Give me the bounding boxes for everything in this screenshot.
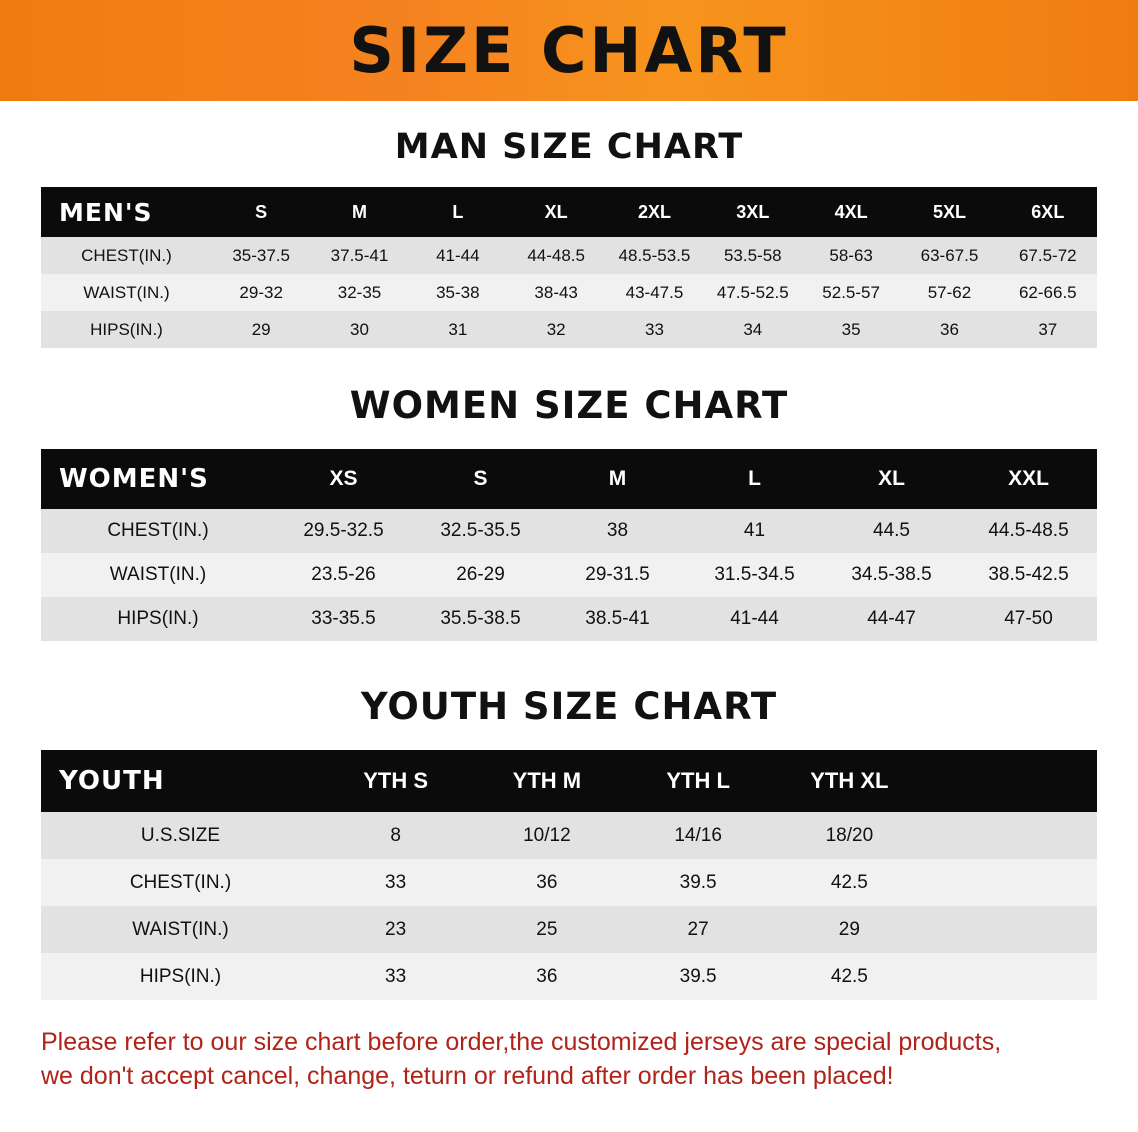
man-row-label-1: WAIST(IN.) [83,282,170,302]
man-cell-2-2: 31 [448,319,468,339]
man-cell-1-2: 35-38 [436,282,480,302]
youth-col-header-3: YTH XL [810,768,889,793]
youth-cell-1-3: 42.5 [830,871,868,893]
women-cell-0-1: 32.5-35.5 [440,520,521,541]
youth-cell-1-0: 33 [385,871,407,893]
man-cell-1-8: 62-66.5 [1018,282,1077,302]
man-col-header-7: 5XL [932,201,966,222]
man-cell-1-0: 29-32 [239,282,283,302]
man-cell-0-6: 58-63 [829,245,873,265]
table-row [41,311,1097,348]
youth-row-label-3: HIPS(IN.) [139,965,222,987]
women-table-body [41,509,1097,641]
youth-col-header-spacer [925,750,1097,812]
man-size-table [41,187,1097,348]
women-cell-2-5: 47-50 [1004,608,1053,629]
man-section-title: MAN SIZE CHART [394,127,744,167]
women-cell-1-3: 31.5-34.5 [714,564,795,585]
youth-cell-2-spacer [925,906,1097,953]
women-col-header-4: XL [878,467,905,490]
man-col-header-3: XL [544,201,568,222]
man-col-header-4: 2XL [637,201,671,222]
women-cell-1-4: 34.5-38.5 [851,564,932,585]
youth-cell-2-0: 23 [385,918,407,940]
man-row-label-2: HIPS(IN.) [90,319,163,339]
man-cell-0-3: 44-48.5 [527,245,585,265]
man-col-header-2: L [452,201,464,222]
table-row [41,553,1097,597]
man-cell-2-7: 36 [940,319,959,339]
man-cell-1-3: 38-43 [534,282,578,302]
man-table-body [41,237,1097,348]
youth-cell-2-3: 29 [838,918,860,940]
youth-cell-0-0: 8 [390,824,401,846]
man-row-label-0: CHEST(IN.) [81,245,172,265]
women-size-table-wrapper [41,449,1097,641]
youth-size-table [41,750,1097,1000]
youth-section-title: YOUTH SIZE CHART [360,685,778,728]
youth-size-table-wrapper [41,750,1097,1000]
man-cell-0-4: 48.5-53.5 [618,245,691,265]
women-cell-0-5: 44.5-48.5 [988,520,1069,541]
man-cell-1-5: 47.5-52.5 [716,282,789,302]
youth-cell-0-1: 10/12 [523,824,571,846]
man-col-header-0: S [255,201,268,222]
man-cell-2-0: 29 [251,319,271,339]
man-cell-2-4: 33 [645,319,664,339]
policy-note-line-1: Please refer to our size chart before order,the customized jerseys are special products, [41,1028,1002,1056]
table-row [41,597,1097,641]
man-cell-0-5: 53.5-58 [723,245,782,265]
women-cell-2-1: 35.5-38.5 [440,608,521,629]
women-cell-2-4: 44-47 [867,608,916,629]
women-cell-0-0: 29.5-32.5 [303,520,384,541]
man-cell-0-0: 35-37.5 [232,245,290,265]
table-header-row [41,187,1097,237]
youth-cell-1-2: 39.5 [679,871,717,893]
youth-cell-2-1: 25 [536,918,558,940]
women-cell-1-5: 38.5-42.5 [988,564,1069,585]
header-banner [0,0,1138,101]
youth-row-label-2: WAIST(IN.) [132,918,229,940]
man-col-header-6: 4XL [834,201,868,222]
man-cell-2-8: 37 [1038,319,1058,339]
man-cell-1-4: 43-47.5 [625,282,684,302]
women-cell-0-4: 44.5 [873,520,910,541]
women-table-corner-label: WOMEN'S [59,464,209,494]
women-cell-2-0: 33-35.5 [311,608,376,629]
man-col-header-8: 6XL [1031,201,1065,222]
youth-cell-1-spacer [925,859,1097,906]
page-title: SIZE CHART [349,13,789,87]
women-col-header-5: XXL [1008,467,1049,490]
man-cell-1-7: 57-62 [927,282,972,302]
youth-cell-3-spacer [925,953,1097,1000]
youth-cell-0-spacer [925,812,1097,859]
women-cell-0-2: 38 [606,520,629,541]
man-cell-0-8: 67.5-72 [1018,245,1077,265]
youth-col-header-1: YTH M [512,768,582,793]
women-cell-2-3: 41-44 [730,608,779,629]
women-col-header-0: XS [329,467,358,490]
table-row [41,274,1097,311]
women-cell-1-0: 23.5-26 [311,564,376,585]
table-row [41,953,1097,1000]
women-table-header [41,449,1097,509]
youth-cell-0-2: 14/16 [674,824,722,846]
youth-cell-0-3: 18/20 [825,824,874,846]
youth-table-corner-label: YOUTH [59,766,165,796]
youth-table-body [41,812,1097,1000]
youth-row-label-0: U.S.SIZE [140,824,221,846]
women-row-label-0: CHEST(IN.) [107,520,209,541]
women-col-header-1: S [473,467,488,490]
youth-cell-3-1: 36 [536,965,558,987]
man-cell-0-1: 37.5-41 [330,245,389,265]
women-cell-2-2: 38.5-41 [585,608,650,629]
man-cell-0-2: 41-44 [436,245,480,265]
policy-note [41,1026,1097,1094]
man-table-header [41,187,1097,237]
man-cell-0-7: 63-67.5 [920,245,979,265]
table-row [41,509,1097,553]
man-col-header-5: 3XL [736,201,770,222]
women-size-table [41,449,1097,641]
women-row-label-2: HIPS(IN.) [117,608,199,629]
women-section-title: WOMEN SIZE CHART [349,384,789,427]
women-row-label-1: WAIST(IN.) [109,564,207,585]
youth-cell-3-3: 42.5 [830,965,868,987]
table-row [41,812,1097,859]
youth-cell-1-1: 36 [536,871,558,893]
table-row [41,906,1097,953]
women-col-header-2: M [608,467,627,490]
youth-cell-3-2: 39.5 [679,965,717,987]
youth-cell-3-0: 33 [385,965,407,987]
man-cell-1-1: 32-35 [337,282,382,302]
man-cell-2-3: 32 [546,319,566,339]
youth-col-header-0: YTH S [363,768,429,793]
youth-col-header-2: YTH L [666,768,730,793]
women-cell-0-3: 41 [743,520,766,541]
table-header-row [41,449,1097,509]
man-cell-1-6: 52.5-57 [822,282,880,302]
table-row [41,859,1097,906]
youth-cell-2-2: 27 [687,918,709,940]
women-col-header-3: L [748,467,761,490]
man-cell-2-6: 35 [841,319,861,339]
youth-table-header [41,750,1097,812]
women-cell-1-2: 29-31.5 [585,564,650,585]
man-cell-2-1: 30 [350,319,369,339]
table-header-row [41,750,1097,812]
man-size-table-wrapper [41,187,1097,348]
women-cell-1-1: 26-29 [456,564,505,585]
table-row [41,237,1097,274]
policy-note-line-2: we don't accept cancel, change, teturn or refund after order has been placed! [41,1061,894,1090]
man-table-corner-label: MEN'S [59,197,153,227]
man-col-header-1: M [351,201,367,222]
man-cell-2-5: 34 [743,319,763,339]
youth-row-label-1: CHEST(IN.) [129,871,232,893]
